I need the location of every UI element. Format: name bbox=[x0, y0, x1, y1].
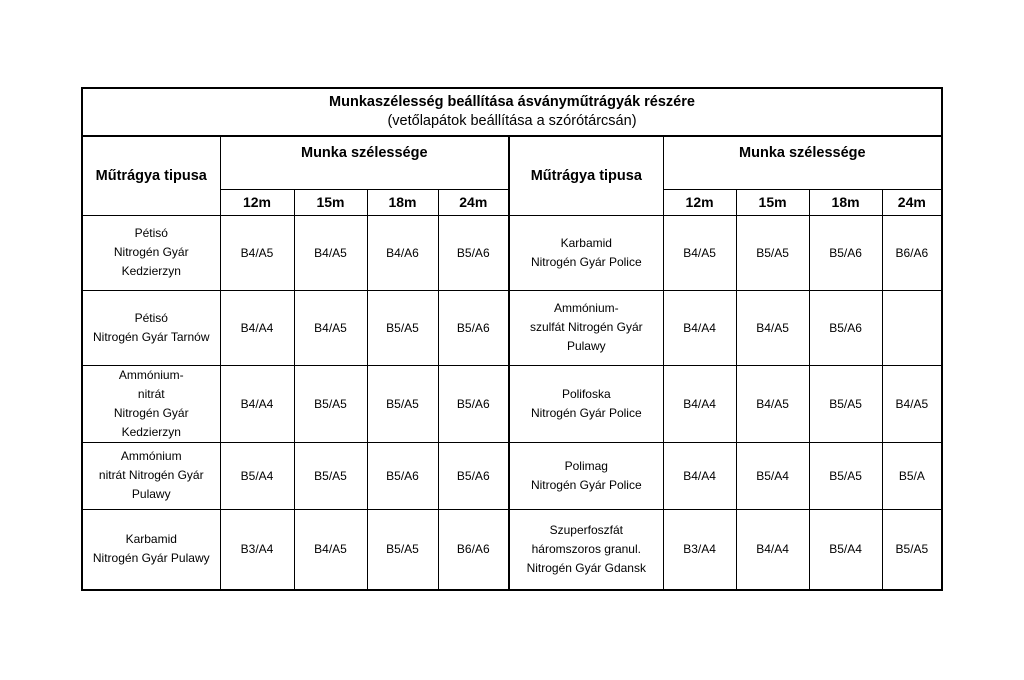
table-row bbox=[83, 509, 941, 589]
name-line: Pulawy bbox=[566, 339, 606, 353]
setting-cell: B6/A6 bbox=[882, 215, 941, 290]
name-line: Polimag bbox=[564, 458, 608, 473]
page-title: Munkaszélesség beállítása ásványműtrágyák részére bbox=[329, 94, 695, 110]
right-width-24m: 24m bbox=[882, 189, 941, 215]
name-line: Szuperfoszfát bbox=[549, 522, 623, 537]
left-width-12m: 12m bbox=[220, 189, 294, 215]
right-width-header: Munka szélessége bbox=[663, 137, 941, 189]
setting-cell: B4/A4 bbox=[220, 290, 294, 365]
right-width-12m: 12m bbox=[663, 189, 736, 215]
name-line: Polifoska bbox=[561, 386, 611, 401]
name-line: Nitrogén Gyár Gdansk bbox=[526, 560, 646, 575]
setting-cell: B4/A5 bbox=[220, 215, 294, 290]
fertilizer-name bbox=[83, 365, 220, 442]
setting-cell: B5/A6 bbox=[438, 215, 509, 290]
setting-cell: B5/A5 bbox=[367, 365, 438, 442]
name-line: Ammónium- bbox=[118, 367, 184, 382]
setting-cell: B4/A4 bbox=[663, 442, 736, 509]
setting-cell: B5/A4 bbox=[736, 442, 809, 509]
fertilizer-name bbox=[83, 215, 220, 290]
name-line: Ammónium- bbox=[553, 301, 619, 315]
setting-cell: B5/A5 bbox=[367, 290, 438, 365]
name-line: Kedzierzyn bbox=[121, 424, 181, 439]
name-line: Nitrogén Gyár bbox=[113, 405, 189, 420]
fertilizer-name bbox=[509, 509, 663, 589]
right-width-18m: 18m bbox=[809, 189, 882, 215]
table-row bbox=[83, 290, 941, 365]
settings-table bbox=[83, 137, 941, 589]
setting-cell: B5/A6 bbox=[809, 290, 882, 365]
name-line: Karbamid bbox=[125, 532, 177, 547]
setting-cell: B5/A4 bbox=[220, 442, 294, 509]
setting-cell: B5/A5 bbox=[367, 509, 438, 589]
setting-cell bbox=[882, 290, 941, 365]
setting-cell: B4/A4 bbox=[220, 365, 294, 442]
setting-cell: B4/A6 bbox=[367, 215, 438, 290]
name-line: nitrát bbox=[137, 386, 165, 401]
setting-cell: B5/A5 bbox=[809, 442, 882, 509]
setting-cell: B3/A4 bbox=[220, 509, 294, 589]
name-line: Kedzierzyn bbox=[121, 264, 181, 278]
name-line: nitrát Nitrogén Gyár bbox=[98, 468, 204, 482]
setting-cell: B4/A4 bbox=[736, 509, 809, 589]
name-line: Nitrogén Gyár bbox=[113, 245, 189, 259]
setting-cell: B5/A5 bbox=[294, 442, 367, 509]
table-row bbox=[83, 365, 941, 442]
left-width-24m: 24m bbox=[438, 189, 509, 215]
setting-cell: B3/A4 bbox=[663, 509, 736, 589]
setting-cell: B4/A5 bbox=[294, 215, 367, 290]
name-line: Pulawy bbox=[131, 487, 171, 501]
name-line: Pétisó bbox=[134, 310, 168, 325]
setting-cell: B5/A6 bbox=[438, 365, 509, 442]
title-block bbox=[83, 89, 941, 137]
setting-cell: B5/A6 bbox=[438, 442, 509, 509]
setting-cell: B5/A6 bbox=[438, 290, 509, 365]
setting-cell: B5/A bbox=[882, 442, 941, 509]
name-line: Nitrogén Gyár Police bbox=[530, 254, 642, 269]
setting-cell: B4/A5 bbox=[736, 290, 809, 365]
setting-cell: B5/A5 bbox=[736, 215, 809, 290]
name-line: Karbamid bbox=[560, 235, 612, 250]
left-type-header: Műtrágya tipusa bbox=[83, 137, 220, 215]
name-line: Pétisó bbox=[134, 226, 168, 240]
left-width-15m: 15m bbox=[294, 189, 367, 215]
right-type-header: Műtrágya tipusa bbox=[509, 137, 663, 215]
setting-cell: B5/A4 bbox=[809, 509, 882, 589]
name-line: Nitrogén Gyár Police bbox=[530, 405, 642, 420]
setting-cell: B6/A6 bbox=[438, 509, 509, 589]
setting-cell: B4/A5 bbox=[663, 215, 736, 290]
setting-cell: B4/A4 bbox=[663, 290, 736, 365]
setting-cell: B5/A5 bbox=[882, 509, 941, 589]
setting-cell: B4/A5 bbox=[294, 509, 367, 589]
name-line: Nitrogén Gyár Police bbox=[530, 477, 642, 492]
setting-cell: B5/A5 bbox=[294, 365, 367, 442]
name-line: Nitrogén Gyár Tarnów bbox=[93, 329, 210, 344]
fertilizer-name bbox=[83, 290, 220, 365]
fertilizer-settings-sheet bbox=[81, 87, 943, 591]
fertilizer-name bbox=[83, 509, 220, 589]
fertilizer-name bbox=[509, 442, 663, 509]
left-width-18m: 18m bbox=[367, 189, 438, 215]
setting-cell: B4/A5 bbox=[882, 365, 941, 442]
setting-cell: B5/A6 bbox=[809, 215, 882, 290]
name-line: szulfát Nitrogén Gyár bbox=[529, 320, 643, 334]
name-line: Nitrogén Gyár Pulawy bbox=[92, 551, 210, 566]
setting-cell: B5/A5 bbox=[809, 365, 882, 442]
fertilizer-name bbox=[509, 365, 663, 442]
fertilizer-name bbox=[509, 290, 663, 365]
right-width-15m: 15m bbox=[736, 189, 809, 215]
setting-cell: B4/A5 bbox=[294, 290, 367, 365]
table-row bbox=[83, 215, 941, 290]
left-width-header: Munka szélessége bbox=[220, 137, 509, 189]
fertilizer-name bbox=[509, 215, 663, 290]
setting-cell: B4/A5 bbox=[736, 365, 809, 442]
fertilizer-name bbox=[83, 442, 220, 509]
setting-cell: B5/A6 bbox=[367, 442, 438, 509]
setting-cell: B4/A4 bbox=[663, 365, 736, 442]
name-line: Ammónium bbox=[120, 449, 182, 463]
table-row bbox=[83, 442, 941, 509]
page-subtitle: (vetőlapátok beállítása a szórótárcsán) bbox=[387, 113, 637, 129]
name-line: háromszoros granul. bbox=[531, 541, 641, 556]
